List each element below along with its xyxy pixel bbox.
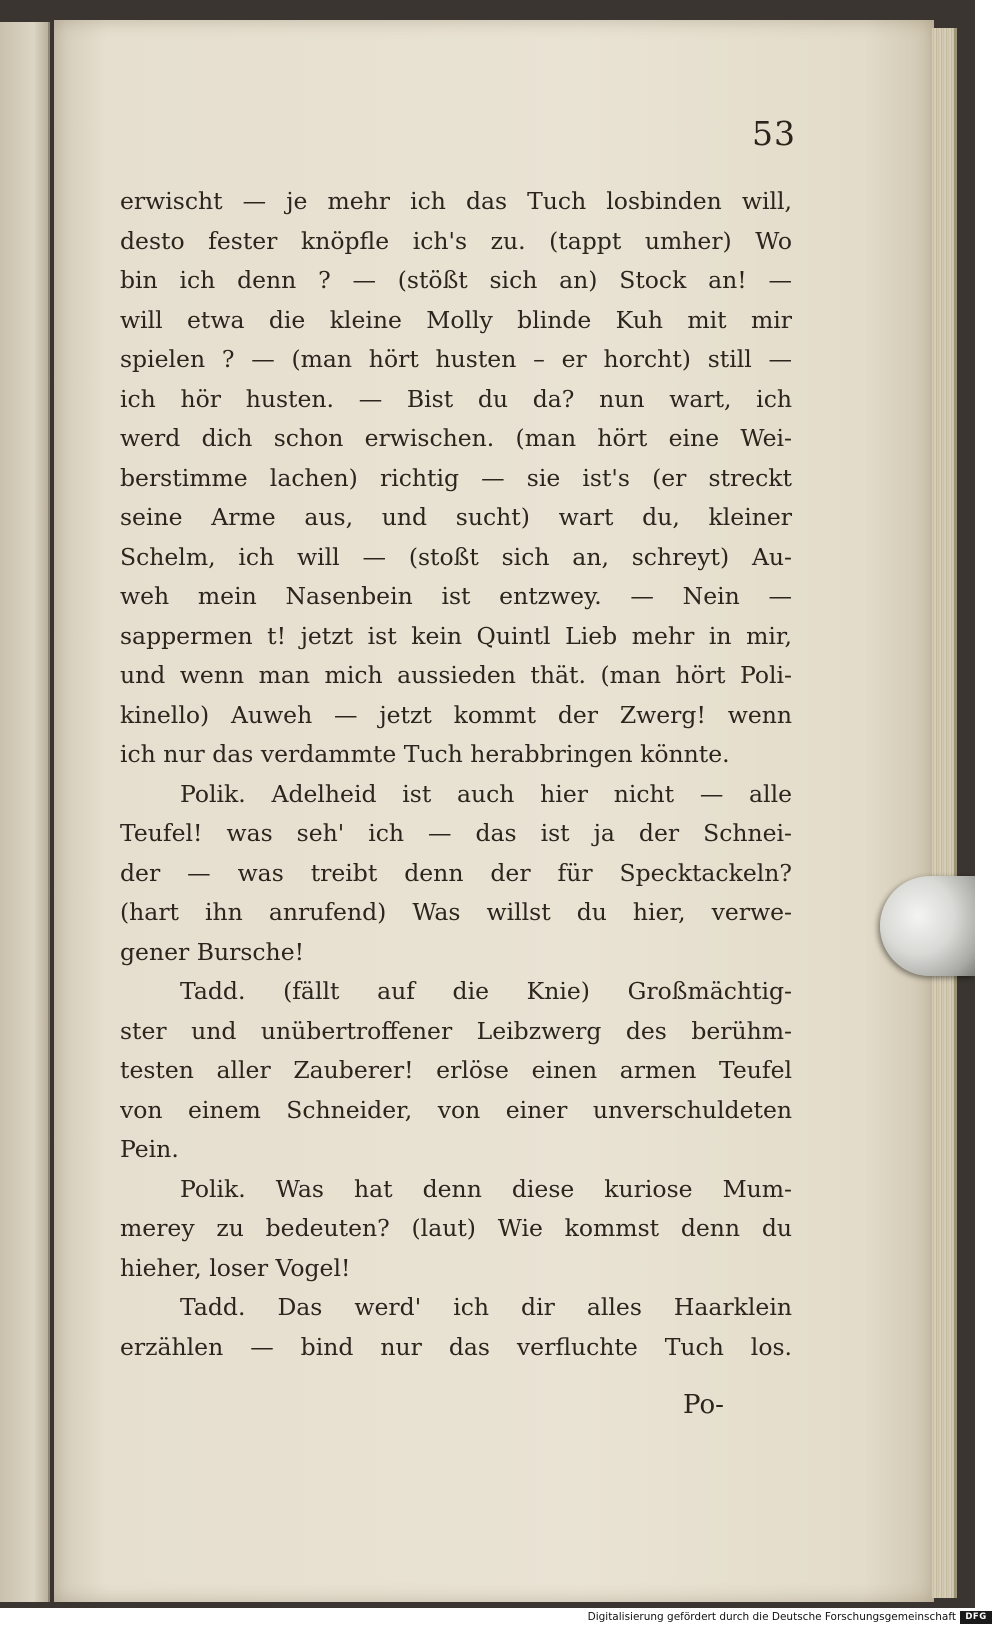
text-line: bin ich denn ? — (stößt sich an) Stock an! —: [120, 266, 792, 294]
text-line: testen aller Zauberer! erlöse einen armen Teufel: [120, 1056, 792, 1084]
body-text: [120, 182, 792, 1367]
text-line: ich nur das verdammte Tuch herabbringen könnte.: [120, 740, 730, 768]
previous-page-edge: [0, 22, 50, 1602]
text-line: kinello) Auweh — jetzt kommt der Zwerg! wenn: [120, 700, 792, 729]
text-line: desto fester knöpfle ich's zu. (tappt umher) Wo: [120, 226, 792, 255]
text-line: erwischt — je mehr ich das Tuch losbinden will,: [120, 187, 792, 215]
speaker-line: Polik. Was hat denn diese kuriose Mum-: [180, 1174, 792, 1203]
speaker-line: Tadd. (fällt auf die Knie) Großmächtig-: [180, 977, 792, 1005]
text-line: ster und unübertroffener Leibzwerg des berühm-: [120, 1016, 792, 1045]
text-line: und wenn man mich aussieden thät. (man hört Poli-: [120, 661, 792, 689]
catchword: Po-: [683, 1390, 724, 1420]
page-block-edge: [932, 28, 957, 1598]
speaker-line: Polik. Adelheid ist auch hier nicht — alle: [180, 779, 792, 808]
text-line: von einem Schneider, von einer unverschuldeten: [120, 1095, 792, 1124]
text-line: Teufel! was seh' ich — das ist ja der Schnei-: [120, 819, 792, 847]
text-line: gener Bursche!: [120, 937, 305, 966]
text-line: (hart ihn anrufend) Was willst du hier, verwe-: [120, 898, 792, 926]
page-clip: [880, 876, 975, 976]
text-line: ich hör husten. — Bist du da? nun wart, ich: [120, 384, 792, 413]
text-line: seine Arme aus, und sucht) wart du, kleiner: [120, 503, 792, 531]
text-line: der — was treibt denn der für Specktackeln?: [120, 858, 792, 887]
text-line: erzählen — bind nur das verfluchte Tuch los.: [120, 1332, 792, 1361]
speaker-line: Tadd. Das werd' ich dir alles Haarklein: [180, 1293, 792, 1321]
text-line: Pein.: [120, 1135, 179, 1163]
text-line: spielen ? — (man hört husten – er horcht) still —: [120, 345, 792, 373]
text-line: werd dich schon erwischen. (man hört eine Wei-: [120, 424, 792, 452]
dfg-logo: DFG: [960, 1611, 992, 1624]
text-line: merey zu bedeuten? (laut) Wie kommst denn du: [120, 1214, 792, 1242]
text-line: berstimme lachen) richtig — sie ist's (er streckt: [120, 463, 792, 492]
text-line: hieher, loser Vogel!: [120, 1253, 351, 1282]
page-number: 53: [752, 114, 796, 153]
text-line: weh mein Nasenbein ist entzwey. — Nein —: [120, 582, 792, 610]
text-line: sappermen t! jetzt ist kein Quintl Lieb mehr in mir,: [120, 621, 792, 650]
funding-credit: Digitalisierung gefördert durch die Deutsche Forschungsgemeinschaft: [587, 1611, 956, 1623]
text-line: Schelm, ich will — (stoßt sich an, schreyt) Au-: [120, 542, 792, 571]
text-line: will etwa die kleine Molly blinde Kuh mit mir: [120, 305, 792, 334]
